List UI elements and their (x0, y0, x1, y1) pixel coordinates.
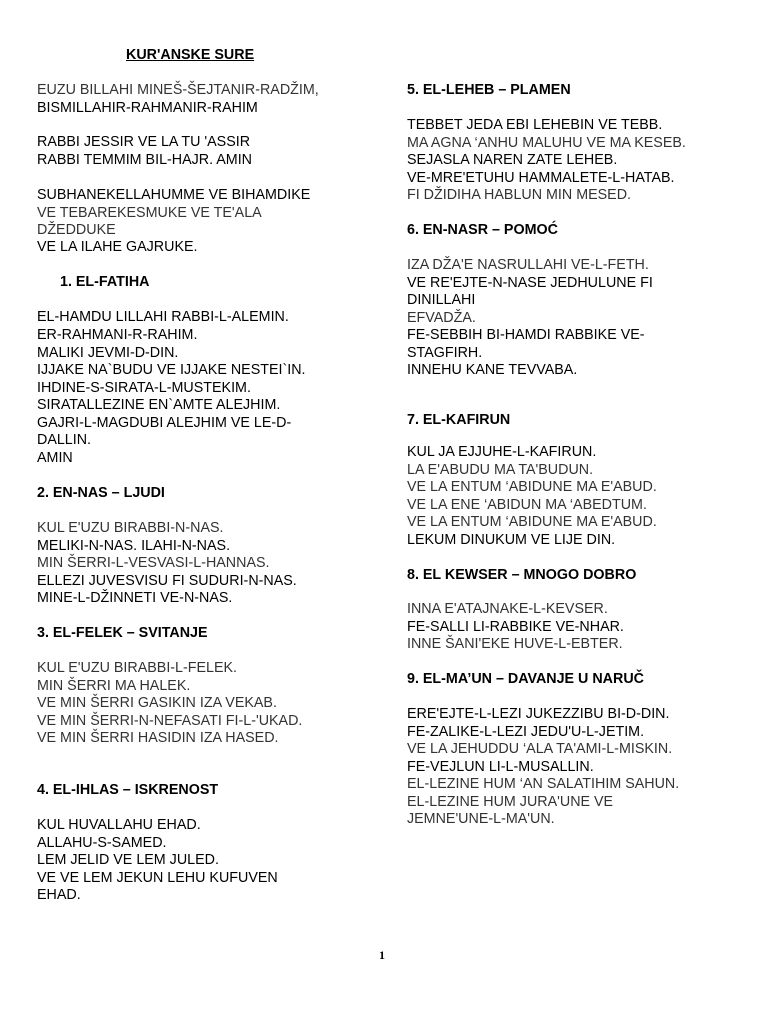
verse-line: VE VE LEM JEKUN LEHU KUFUVEN (37, 870, 278, 886)
verse-line: DALLIN. (37, 432, 92, 448)
verse-line: INNEHU KANE TEVVABA. (407, 362, 578, 378)
section-heading-nasr: 6. EN-NASR – POMOĆ (407, 222, 558, 238)
section-heading-leheb: 5. EL-LEHEB – PLAMEN (407, 82, 571, 98)
verse-line: MIN ŠERRI-L-VESVASI-L-HANNAS. (37, 555, 270, 571)
section-heading-kafirun: 7. EL-KAFIRUN (407, 412, 511, 428)
section-heading-nas: 2. EN-NAS – LJUDI (37, 485, 165, 501)
verse-line: ALLAHU-S-SAMED. (37, 835, 167, 851)
verse-line: IJJAKE NA`BUDU VE IJJAKE NESTEI`IN. (37, 362, 306, 378)
verse-line: EL-HAMDU LILLAHI RABBI-L-ALEMIN. (37, 309, 289, 325)
verse-line: IZA DŽA'E NASRULLAHI VE-L-FETH. (407, 257, 649, 273)
document-title: KUR'ANSKE SURE (126, 47, 255, 63)
section-heading-ihlas: 4. EL-IHLAS – ISKRENOST (37, 782, 219, 798)
verse-line: VE LA JEHUDDU ‘ALA TA'AMI-L-MISKIN. (407, 741, 673, 757)
verse-line: FI DŽIDIHA HABLUN MIN MESED. (407, 187, 632, 203)
verse-line: MALIKI JEVMI-D-DIN. (37, 345, 179, 361)
verse-line: AMIN (37, 450, 73, 466)
verse-line: DINILLAHI (407, 292, 476, 308)
section-heading-maun: 9. EL-MA’UN – DAVANJE U NARUČ (407, 671, 644, 687)
section-heading-fatiha: 1. EL-FATIHA (60, 274, 150, 290)
verse-line: VE MIN ŠERRI HASIDIN IZA HASED. (37, 730, 279, 746)
verse-line: VE LA ENTUM ‘ABIDUNE MA E'ABUD. (407, 479, 657, 495)
intro-line: VE LA ILAHE GAJRUKE. (37, 239, 198, 255)
verse-line: IHDINE-S-SIRATA-L-MUSTEKIM. (37, 380, 251, 396)
verse-line: FE-VEJLUN LI-L-MUSALLIN. (407, 759, 594, 775)
verse-line: FE-ZALIKE-L-LEZI JEDU'U-L-JETIM. (407, 724, 645, 740)
page-number: 1 (379, 948, 385, 962)
verse-line: LEKUM DINUKUM VE LIJE DIN. (407, 532, 616, 548)
verse-line: INNA E'ATAJNAKE-L-KEVSER. (407, 601, 608, 617)
verse-line: KUL HUVALLAHU EHAD. (37, 817, 201, 833)
verse-line: ER-RAHMANI-R-RAHIM. (37, 327, 198, 343)
verse-line: SIRATALLEZINE EN`AMTE ALEJHIM. (37, 397, 281, 413)
verse-line: JEMNE'UNE-L-MA'UN. (407, 811, 555, 827)
verse-line: MA AGNA ‘ANHU MALUHU VE MA KESEB. (407, 135, 686, 151)
verse-line: VE LA ENTUM ‘ABIDUNE MA E'ABUD. (407, 514, 657, 530)
verse-line: MELIKI-N-NAS. ILAHI-N-NAS. (37, 538, 231, 554)
verse-line: EL-LEZINE HUM ‘AN SALATIHIM SAHUN. (407, 776, 680, 792)
intro-line: EUZU BILLAHI MINEŠ-ŠEJTANIR-RADŽIM, (37, 82, 319, 98)
section-heading-felek: 3. EL-FELEK – SVITANJE (37, 625, 208, 641)
verse-line: ELLEZI JUVESVISU FI SUDURI-N-NAS. (37, 573, 297, 589)
intro-line: RABBI JESSIR VE LA TU 'ASSIR (37, 134, 251, 150)
verse-line: KUL E'UZU BIRABBI-L-FELEK. (37, 660, 238, 676)
verse-line: GAJRI-L-MAGDUBI ALEJHIM VE LE-D- (37, 415, 292, 431)
verse-line: MINE-L-DŽINNETI VE-N-NAS. (37, 590, 233, 606)
verse-line: INNE ŠANI'EKE HUVE-L-EBTER. (407, 636, 623, 652)
intro-line: SUBHANEKELLAHUMME VE BIHAMDIKE (37, 187, 311, 203)
verse-line: FE-SALLI LI-RABBIKE VE-NHAR. (407, 619, 624, 635)
verse-line: LEM JELID VE LEM JULED. (37, 852, 219, 868)
verse-line: VE MIN ŠERRI-N-NEFASATI FI-L-'UKAD. (37, 713, 303, 729)
intro-line: RABBI TEMMIM BIL-HAJR. AMIN (37, 152, 253, 168)
verse-line: SEJASLA NAREN ZATE LEHEB. (407, 152, 618, 168)
verse-line: EFVADŽA. (407, 310, 476, 326)
intro-line: BISMILLAHIR-RAHMANIR-RAHIM (37, 100, 258, 116)
verse-line: VE LA ENE ‘ABIDUN MA ‘ABEDTUM. (407, 497, 647, 513)
verse-line: LA E'ABUDU MA TA'BUDUN. (407, 462, 594, 478)
verse-line: FE-SEBBIH BI-HAMDI RABBIKE VE- (407, 327, 645, 343)
verse-line: KUL E'UZU BIRABBI-N-NAS. (37, 520, 224, 536)
verse-line: VE MIN ŠERRI GASIKIN IZA VEKAB. (37, 695, 277, 711)
verse-line: EL-LEZINE HUM JURA'UNE VE (407, 794, 614, 810)
intro-line: VE TEBAREKESMUKE VE TE'ALA (37, 205, 262, 221)
verse-line: STAGFIRH. (407, 345, 483, 361)
verse-line: VE-MRE'ETUHU HAMMALETE-L-HATAB. (407, 170, 675, 186)
verse-line: ERE'EJTE-L-LEZI JUKEZZIBU BI-D-DIN. (407, 706, 670, 722)
verse-line: MIN ŠERRI MA HALEK. (37, 678, 191, 694)
verse-line: VE RE'EJTE-N-NASE JEDHULUNE FI (407, 275, 653, 291)
verse-line: KUL JA EJJUHE-L-KAFIRUN. (407, 444, 597, 460)
intro-line: DŽEDDUKE (37, 222, 116, 238)
verse-line: TEBBET JEDA EBI LEHEBIN VE TEBB. (407, 117, 663, 133)
verse-line: EHAD. (37, 887, 81, 903)
section-heading-kewser: 8. EL KEWSER – MNOGO DOBRO (407, 567, 637, 583)
